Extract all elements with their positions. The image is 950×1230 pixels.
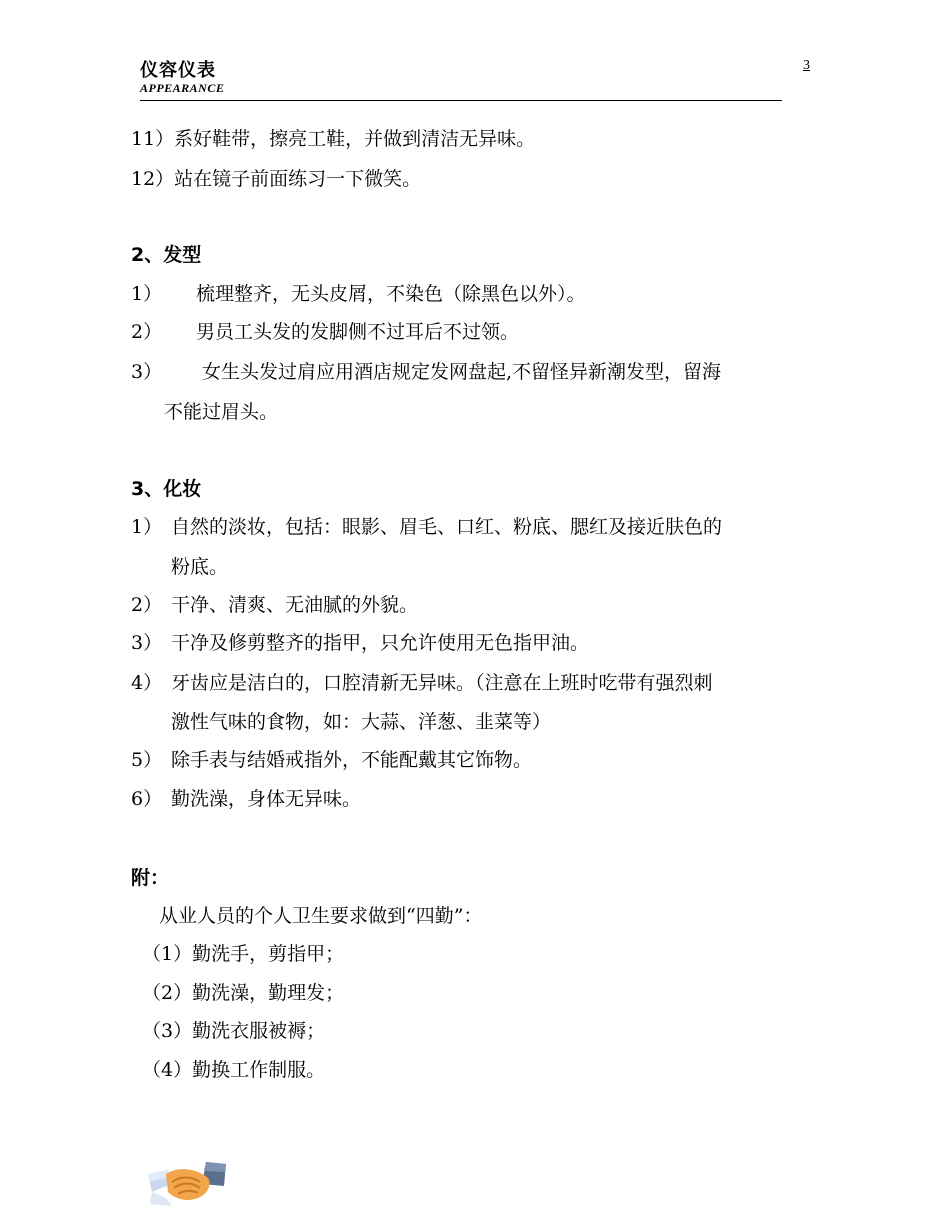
page-number: 3 [803,58,810,73]
list-item-number: 2） [131,321,163,343]
list-item: 干净、清爽、无油腻的外貌。 [171,594,419,616]
list-item: 11）系好鞋带，擦亮工鞋，并做到清洁无异味。 [131,128,536,150]
list-item-number: 2） [131,594,163,616]
header-subtitle: APPEARANCE [140,81,225,95]
list-item-number: 3） [131,632,163,654]
section-heading-makeup: 3、化妆 [131,478,202,500]
handshake-icon [146,1160,228,1208]
list-item: （1）勤洗手，剪指甲； [142,943,345,965]
list-item: （2）勤洗澡，勤理发； [142,982,345,1004]
section-heading-hair: 2、发型 [131,244,202,266]
list-item-continuation: 激性气味的食物，如：大蒜、洋葱、韭菜等） [171,711,552,733]
list-item: 自然的淡妆，包括：眼影、眉毛、口红、粉底、腮红及接近肤色的 [171,516,723,538]
section-heading-appendix: 附： [131,867,170,889]
list-item: （3）勤洗衣服被褥； [142,1020,326,1042]
list-item: 梳理整齐，无头皮屑，不染色（除黑色以外）。 [196,283,586,305]
list-item-number: 4） [131,672,163,694]
list-item: 女生头发过肩应用酒店规定发网盘起,不留怪异新潮发型，留海 [202,361,722,383]
list-item-continuation: 粉底。 [171,556,229,578]
list-item-continuation: 不能过眉头。 [164,401,279,423]
list-item: 勤洗澡，身体无异味。 [171,788,362,810]
list-item-number: 1） [131,516,163,538]
list-item-number: 5） [131,749,163,771]
list-item: 男员工头发的发脚侧不过耳后不过领。 [196,321,520,343]
appendix-intro: 从业人员的个人卫生要求做到“四勤”： [159,905,483,927]
list-item-number: 3） [131,361,163,383]
list-item: 除手表与结婚戒指外，不能配戴其它饰物。 [171,749,533,771]
header-rule [140,100,782,101]
header-title: 仪容仪表 [140,60,216,81]
list-item-number: 1） [131,283,163,305]
list-item: （4）勤换工作制服。 [142,1059,326,1081]
list-item: 干净及修剪整齐的指甲，只允许使用无色指甲油。 [171,632,590,654]
list-item: 12）站在镜子前面练习一下微笑。 [131,168,422,190]
list-item: 牙齿应是洁白的，口腔清新无异味。（注意在上班时吃带有强烈刺 [171,672,713,694]
list-item-number: 6） [131,788,163,810]
